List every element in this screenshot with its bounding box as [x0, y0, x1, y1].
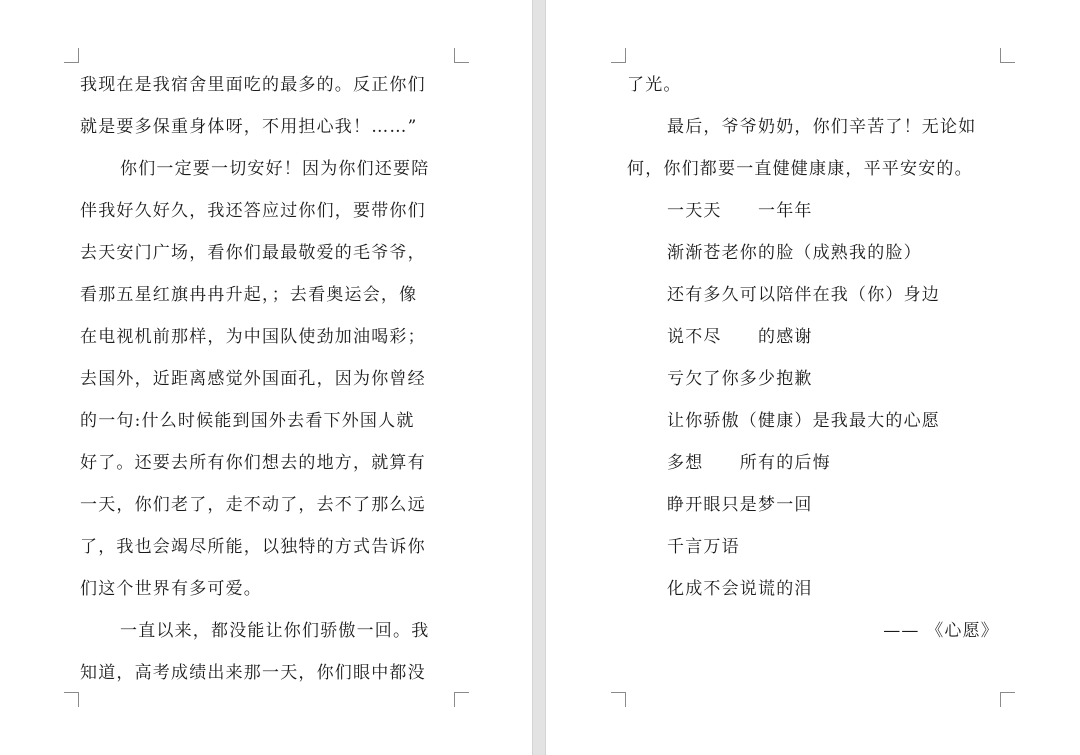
crop-mark-bottom-left	[64, 692, 79, 707]
text-line: 你们一定要一切安好！因为你们还要陪	[120, 159, 430, 179]
crop-mark-bottom-right	[454, 692, 469, 707]
text-line: 看那五星红旗冉冉升起，；去看奥运会，像	[80, 285, 418, 305]
text-line: 化成不会说谎的泪	[667, 579, 813, 599]
text-line: 去国外，近距离感觉外国面孔，因为你曾经	[80, 369, 426, 389]
text-line: 千言万语	[667, 537, 740, 557]
text-line: 最后，爷爷奶奶，你们辛苦了！无论如	[667, 117, 977, 137]
text-line: 何，你们都要一直健健康康，平平安安的。	[627, 159, 973, 179]
text-line: 亏欠了你多少抱歉	[667, 369, 813, 389]
text-line: 知道，高考成绩出来那一天，你们眼中都没	[80, 663, 426, 683]
right-page	[546, 0, 1080, 755]
crop-mark-bottom-right	[1000, 692, 1015, 707]
crop-mark-top-left	[64, 48, 79, 63]
text-line: 多想 所有的后悔	[667, 453, 831, 473]
crop-mark-top-right	[454, 48, 469, 63]
text-line: 还有多久可以陪伴在我（你）身边	[667, 285, 940, 305]
text-line: 了，我也会竭尽所能，以独特的方式告诉你	[80, 537, 426, 557]
text-line: 渐渐苍老你的脸（成熟我的脸）	[667, 243, 922, 263]
text-line: 一直以来，都没能让你们骄傲一回。我	[120, 621, 430, 641]
text-line: 伴我好久好久，我还答应过你们，要带你们	[80, 201, 426, 221]
crop-mark-top-left	[611, 48, 626, 63]
left-page-body	[80, 64, 454, 694]
text-line: 就是要多保重身体呀，不用担心我！……”	[80, 117, 418, 137]
text-line: 说不尽 的感谢	[667, 327, 813, 347]
poem-signature: —— 《心愿》	[883, 621, 999, 641]
page-gutter	[532, 0, 546, 755]
text-line: 好了。还要去所有你们想去的地方，就算有	[80, 453, 426, 473]
crop-mark-top-right	[1000, 48, 1015, 63]
text-line: 们这个世界有多可爱。	[80, 579, 262, 599]
text-line: 了光。	[627, 75, 682, 95]
text-line: 一天，你们老了，走不动了，去不了那么远	[80, 495, 426, 515]
crop-mark-bottom-left	[611, 692, 626, 707]
text-line: 一天天 一年年	[667, 201, 813, 221]
text-line: 让你骄傲（健康）是我最大的心愿	[667, 411, 940, 431]
text-line: 去天安门广场，看你们最最敬爱的毛爷爷，	[80, 243, 426, 263]
text-line: 我现在是我宿舍里面吃的最多的。反正你们	[80, 75, 426, 95]
right-page-body	[627, 64, 1001, 652]
text-line: 在电视机前那样，为中国队使劲加油喝彩；	[80, 327, 426, 347]
left-page	[0, 0, 532, 755]
text-line: 的一句:什么时候能到国外去看下外国人就	[80, 411, 415, 431]
text-line: 睁开眼只是梦一回	[667, 495, 813, 515]
